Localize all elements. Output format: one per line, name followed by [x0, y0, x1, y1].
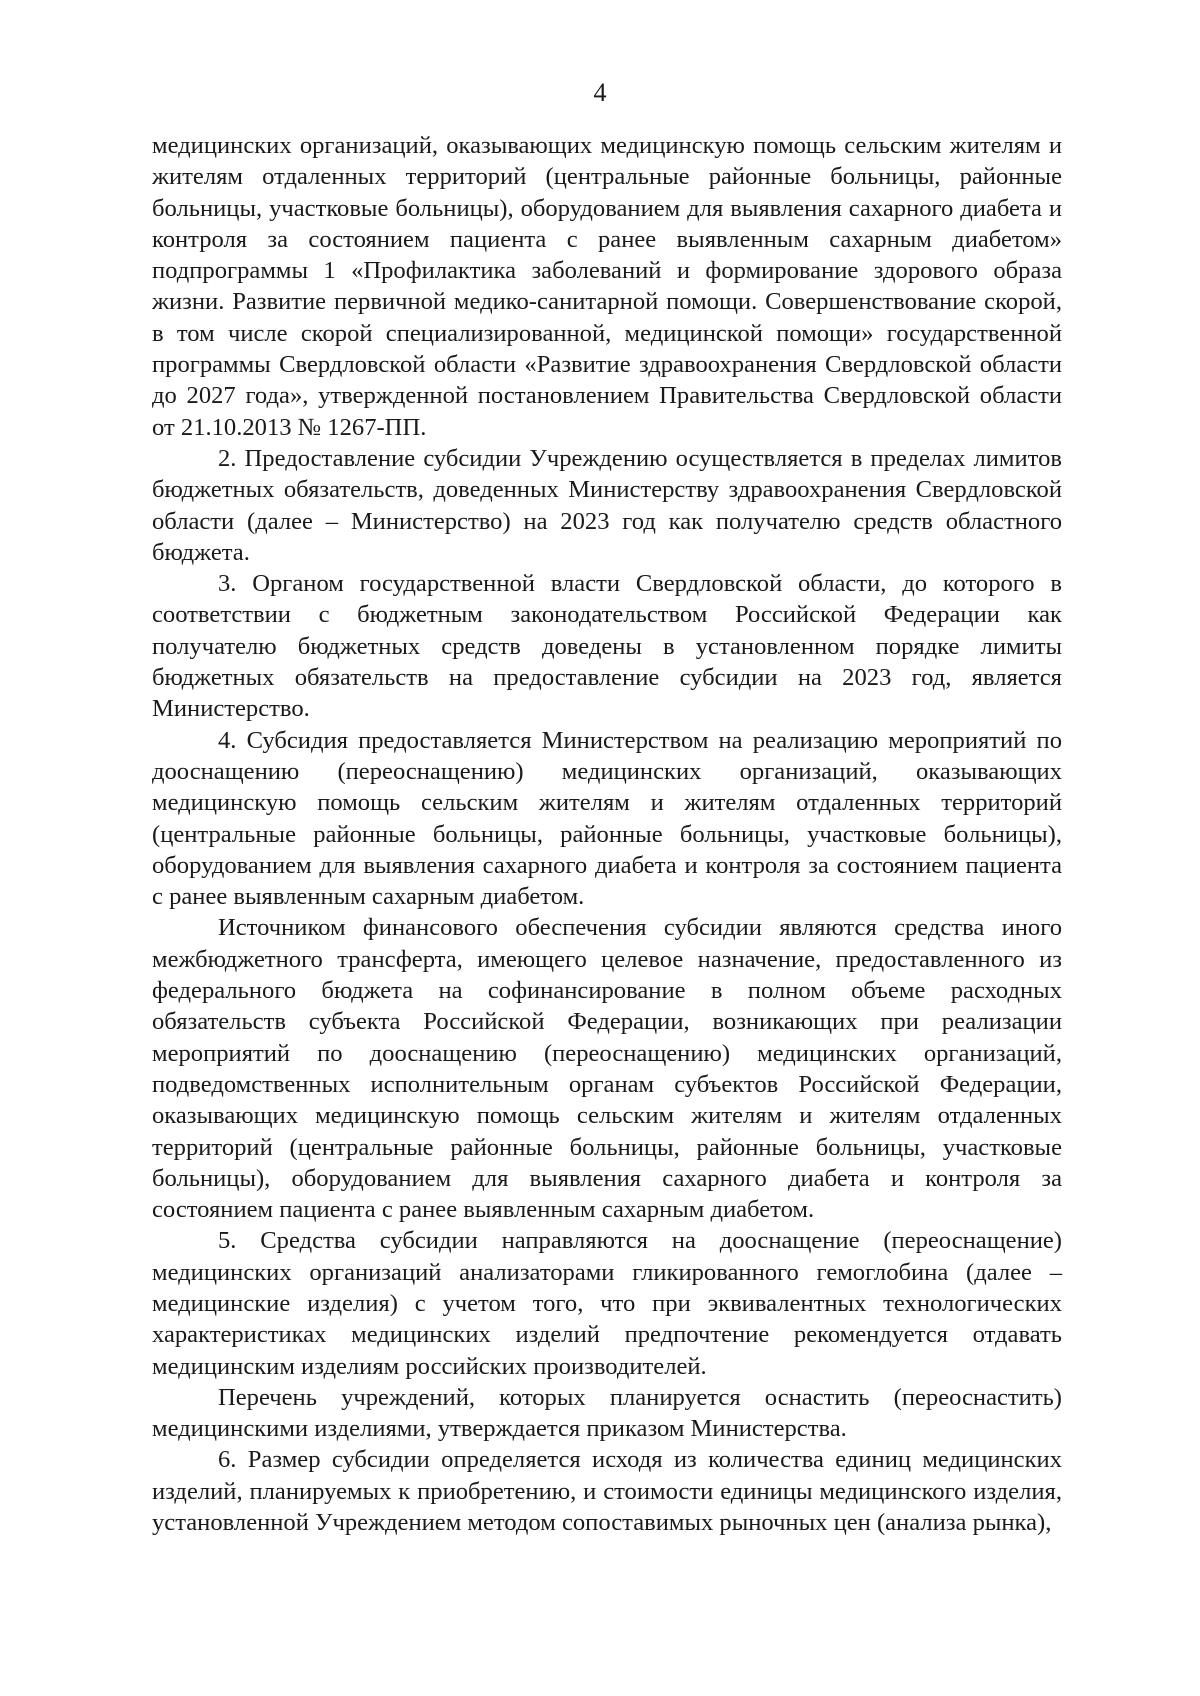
- paragraph-7: Перечень учреждений, которых планируется оснастить (переоснастить) медицинскими изделиями, утверждается приказом Министерства.: [152, 1383, 1062, 1443]
- paragraph-1: медицинских организаций, оказывающих медицинскую помощь сельским жителям и жителям отдаленных территорий (центральные районные больницы, районные больницы, участковые больницы), оборудованием для выявления сахарного диабета и контроля за состоянием пациента с ранее выявленным сахарным диабетом» подпрограммы 1 «Профилактика заболеваний и формирование здорового образа жизни. Развитие первичной медико-санитарной помощи. Совершенствование скорой, в том числе скорой специализированной, медицинской помощи» государственной программы Свердловской области «Развитие здравоохранения Свердловской области до 2027 года», утвержденной постановлением Правительства Свердловской области от 21.10.2013 № 1267-ПП.: [152, 132, 1062, 441]
- paragraph-6: 5. Средства субсидии направляются на дооснащение (переоснащение) медицинских организаций анализаторами гликированного гемоглобина (далее – медицинские изделия) с учетом того, что при эквивалентных технологических характеристиках медицинских изделий предпочтение рекомендуется отдавать медицинским изделиям российских производителей.: [152, 1227, 1062, 1380]
- paragraph-3: 3. Органом государственной власти Свердловской области, до которого в соответствии с бюджетным законодательством Российской Федерации как получателю бюджетных средств доведены в установленном порядке лимиты бюджетных обязательств на предоставление субсидии на 2023 год, является Министерство.: [152, 570, 1062, 723]
- paragraph-2: 2. Предоставление субсидии Учреждению осуществляется в пределах лимитов бюджетных обязательств, доведенных Министерству здравоохранения Свердловской области (далее – Министерство) на 2023 год как получателю средств областного бюджета.: [152, 444, 1062, 566]
- paragraph-8: 6. Размер субсидии определяется исходя из количества единиц медицинских изделий, планируемых к приобретению, и стоимости единицы медицинского изделия, установленной Учреждением методом сопоставимых рыночных цен (анализа рынка),: [152, 1446, 1062, 1537]
- paragraph-4: 4. Субсидия предоставляется Министерством на реализацию мероприятий по дооснащению (переоснащению) медицинских организаций, оказывающих медицинскую помощь сельским жителям и жителям отдаленных территорий (центральные районные больницы, районные больницы, участковые больницы), оборудованием для выявления сахарного диабета и контроля за состоянием пациента с ранее выявленным сахарным диабетом.: [152, 726, 1062, 911]
- paragraph-5: Источником финансового обеспечения субсидии являются средства иного межбюджетного трансферта, имеющего целевое назначение, предоставленного из федерального бюджета на софинансирование в полном объеме расходных обязательств субъекта Российской Федерации, возникающих при реализации мероприятий по дооснащению (переоснащению) медицинских организаций, подведомственных исполнительным органам субъектов Российской Федерации, оказывающих медицинскую помощь сельским жителям и жителям отдаленных территорий (центральные районные больницы, районные больницы, участковые больницы), оборудованием для выявления сахарного диабета и контроля за состоянием пациента с ранее выявленным сахарным диабетом.: [152, 914, 1062, 1224]
- document-body: [152, 130, 1062, 1538]
- page-number: 4: [593, 78, 607, 107]
